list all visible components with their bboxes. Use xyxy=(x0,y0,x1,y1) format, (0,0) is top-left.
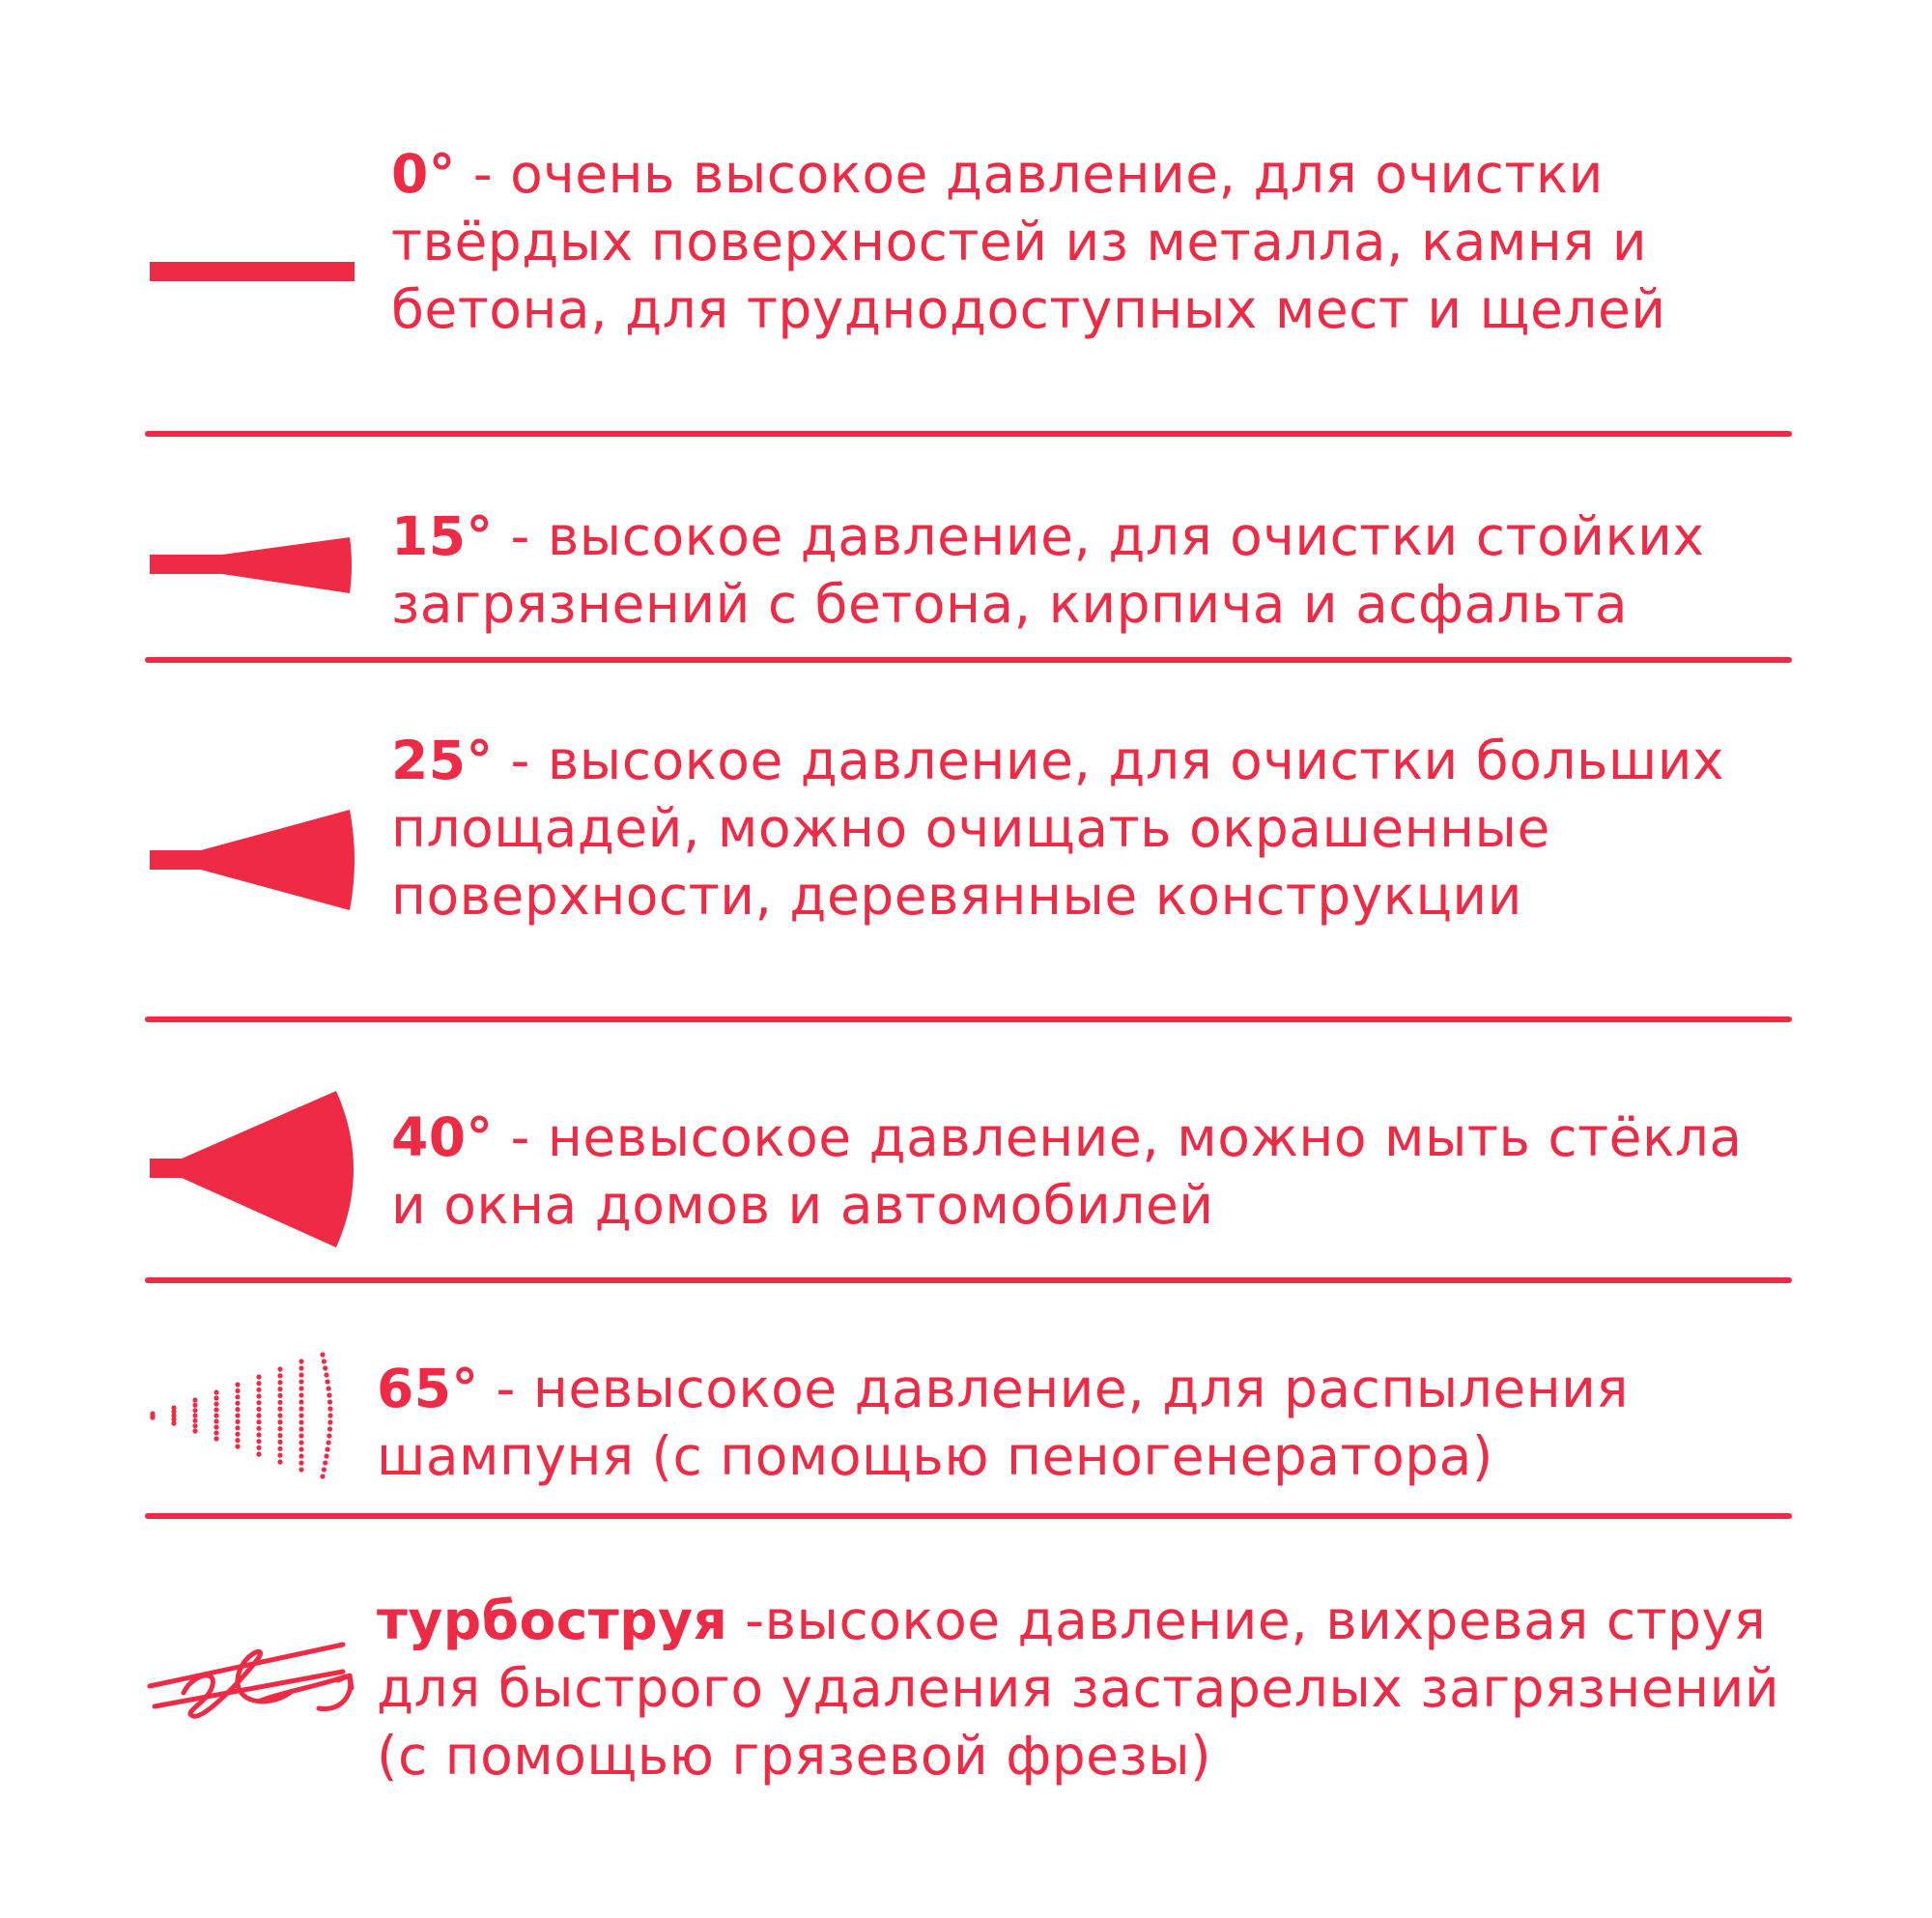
spray-dot xyxy=(298,1386,303,1390)
spray-dot xyxy=(323,1365,327,1370)
spray-dot xyxy=(277,1393,282,1398)
spray-dot xyxy=(277,1380,282,1385)
turbo-jet-icon xyxy=(145,1633,367,1720)
spray-dot xyxy=(213,1395,218,1400)
spray-dot xyxy=(298,1413,303,1417)
description-text: - высокое давление, для очистки стойких загрязнений с бетона, кирпича и асфальта xyxy=(391,505,1705,635)
spray-dot xyxy=(327,1419,332,1424)
description-text: - очень высокое давление, для очистки твёрдых поверхностей из металла, камня и бетона, для труднодоступных мест и щелей xyxy=(391,143,1666,340)
spray-dot xyxy=(327,1399,332,1404)
spray-dot xyxy=(298,1399,303,1404)
spray-dot xyxy=(256,1374,261,1379)
spray-dot xyxy=(256,1393,261,1398)
spray-dot xyxy=(256,1381,261,1386)
spray-dot xyxy=(213,1389,218,1394)
angle-label: 40° xyxy=(391,1106,494,1168)
spray-dot xyxy=(235,1419,240,1424)
spray-dot xyxy=(298,1419,303,1424)
spray-dot xyxy=(327,1406,332,1411)
description-text: - высокое давление, для очистки больших площадей, можно очищать окрашенные поверхности, деревянные конструкции xyxy=(391,730,1725,927)
spray-dot xyxy=(192,1423,197,1428)
spray-dot xyxy=(213,1418,218,1423)
nozzle-description-15 xyxy=(391,502,1802,638)
spray-dot xyxy=(277,1400,282,1405)
spray-dot xyxy=(235,1382,240,1387)
nozzle-description-0 xyxy=(391,140,1782,343)
description-text: - невысокое давление, для распыления шампуня (с помощью пеногенератора) xyxy=(377,1358,1629,1487)
nozzle-description-turbo xyxy=(377,1587,1787,1789)
spray-dot xyxy=(235,1394,240,1399)
divider xyxy=(145,1513,1792,1519)
divider xyxy=(145,1277,1792,1283)
spray-dot xyxy=(256,1426,261,1431)
spray-dot xyxy=(327,1392,331,1397)
spray-dot xyxy=(298,1406,303,1411)
spray-dot xyxy=(327,1426,332,1431)
spray-dot xyxy=(150,1415,155,1419)
spray-dot xyxy=(277,1426,282,1431)
spray-dot xyxy=(277,1446,282,1451)
spray-dot xyxy=(213,1413,218,1417)
spray-dot xyxy=(192,1403,197,1408)
spray-dot xyxy=(322,1467,327,1472)
spray-dot xyxy=(277,1440,282,1445)
spray-dot xyxy=(277,1373,282,1378)
spray-dot xyxy=(277,1433,282,1438)
spray-dot xyxy=(256,1451,261,1456)
spray-dot xyxy=(324,1453,328,1458)
spray-dot xyxy=(324,1372,328,1377)
spray-dot xyxy=(256,1446,261,1450)
spray-dot xyxy=(327,1440,331,1445)
spray-dot xyxy=(192,1418,197,1423)
divider xyxy=(145,431,1792,437)
spray-dot xyxy=(235,1407,240,1412)
spray-dot xyxy=(327,1386,331,1390)
spray-dot xyxy=(298,1392,303,1397)
spray-dot xyxy=(322,1359,327,1363)
spray-dot xyxy=(326,1446,330,1451)
spray-dot xyxy=(256,1388,261,1392)
nozzle-description-65 xyxy=(377,1355,1787,1490)
spray-dot xyxy=(256,1439,261,1444)
spray-dot xyxy=(171,1420,176,1425)
spray-dot xyxy=(192,1428,197,1433)
spray-dot xyxy=(298,1446,303,1451)
spray-dot xyxy=(277,1459,282,1464)
spray-dot xyxy=(298,1440,303,1445)
nozzle-description-40 xyxy=(391,1103,1782,1239)
spray-dot xyxy=(213,1424,218,1429)
spray-dot xyxy=(298,1453,303,1458)
jet-0-degree-icon xyxy=(145,246,367,295)
jet-25-degree-icon xyxy=(145,802,367,918)
spray-dot xyxy=(235,1388,240,1393)
spray-dot xyxy=(235,1432,240,1437)
spray-dot xyxy=(277,1366,282,1371)
spray-dot xyxy=(277,1453,282,1458)
spray-dot xyxy=(256,1419,261,1424)
spray-dot xyxy=(192,1413,197,1417)
spray-dot xyxy=(192,1408,197,1413)
angle-label: турбоструя xyxy=(377,1589,728,1651)
spray-dot xyxy=(277,1419,282,1424)
spray-dot xyxy=(256,1400,261,1405)
angle-label: 0° xyxy=(391,143,456,205)
spray-dot xyxy=(320,1474,325,1478)
description-text: - невысокое давление, можно мыть стёкла и окна домов и автомобилей xyxy=(391,1106,1743,1236)
spray-dot xyxy=(235,1444,240,1448)
angle-label: 15° xyxy=(391,505,494,567)
spray-dot xyxy=(298,1426,303,1431)
spray-dot xyxy=(298,1460,303,1465)
nozzle-description-25 xyxy=(391,727,1782,930)
spray-dot xyxy=(298,1359,303,1363)
jet-15-degree-icon xyxy=(145,531,367,599)
spray-dot xyxy=(213,1407,218,1412)
spray-dot xyxy=(298,1379,303,1384)
spray-dot xyxy=(235,1401,240,1406)
spray-dot xyxy=(192,1397,197,1402)
spray-dot xyxy=(298,1372,303,1377)
spray-dot xyxy=(327,1413,332,1417)
divider xyxy=(145,1016,1792,1022)
spray-dot xyxy=(213,1430,218,1435)
spray-dot xyxy=(213,1436,218,1441)
spray-dot xyxy=(327,1433,331,1438)
spray-dot xyxy=(235,1438,240,1443)
spray-dot xyxy=(235,1425,240,1430)
spray-dot xyxy=(298,1467,303,1472)
spray-dot xyxy=(235,1413,240,1417)
angle-label: 25° xyxy=(391,730,494,791)
spray-dot xyxy=(256,1407,261,1412)
spray-dot xyxy=(277,1407,282,1412)
angle-label: 65° xyxy=(377,1358,479,1419)
spray-dot xyxy=(277,1387,282,1391)
spray-dot xyxy=(320,1352,325,1357)
spray-65-degree-icon xyxy=(145,1348,367,1483)
spray-dot xyxy=(298,1433,303,1438)
divider xyxy=(145,657,1792,663)
jet-40-degree-icon xyxy=(145,1087,367,1251)
description-text: -высокое давление, вихревая струя для быстрого удаления застарелых загрязнений (с помощью грязевой фрезы) xyxy=(377,1589,1780,1787)
spray-dot xyxy=(298,1365,303,1370)
spray-dot xyxy=(256,1432,261,1437)
spray-dot xyxy=(326,1379,330,1384)
spray-dot xyxy=(277,1413,282,1417)
spray-dot xyxy=(213,1401,218,1406)
spray-dot xyxy=(256,1413,261,1417)
spray-dot xyxy=(323,1460,327,1465)
